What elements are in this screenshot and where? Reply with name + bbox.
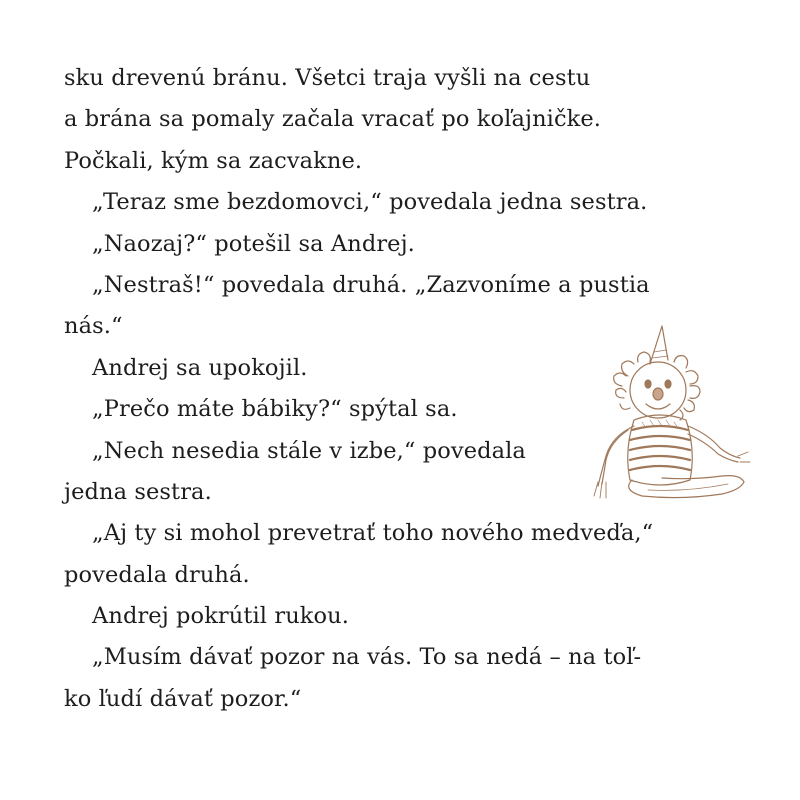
text-line: ko ľudí dávať pozor.“ [64,685,302,712]
text-line: Andrej sa upokojil. [92,354,308,381]
text-line: „Prečo máte bábiky?“ spýtal sa. [92,396,458,423]
text-line: Andrej pokrútil rukou. [92,603,350,630]
text-line: „Teraz sme bezdomovci,“ povedala jedna sestra. [92,189,648,216]
text-line: Počkali, kým sa zacvakne. [64,147,363,174]
text-line: sku drevenú bránu. Všetci traja vyšli na cestu [64,65,591,91]
text-line: „Naozaj?“ potešil sa Andrej. [92,230,415,257]
text-line: a brána sa pomaly začala vracať po koľajničke. [64,106,602,133]
text-line: „Nech nesedia stále v izbe,“ povedala [92,437,526,464]
text-line: „Aj ty si mohol prevetrať toho nového medveďa,“ [92,520,654,547]
text-line: nás.“ [64,313,123,340]
doll-illustration-icon [588,322,758,504]
text-line: „Nestraš!“ povedala druhá. „Zazvoníme a pustia [92,271,650,298]
text-line: jedna sestra. [64,478,212,505]
text-line: povedala druhá. [64,561,250,588]
text-line: „Musím dávať pozor na vás. To sa nedá – na toľ- [92,644,642,671]
